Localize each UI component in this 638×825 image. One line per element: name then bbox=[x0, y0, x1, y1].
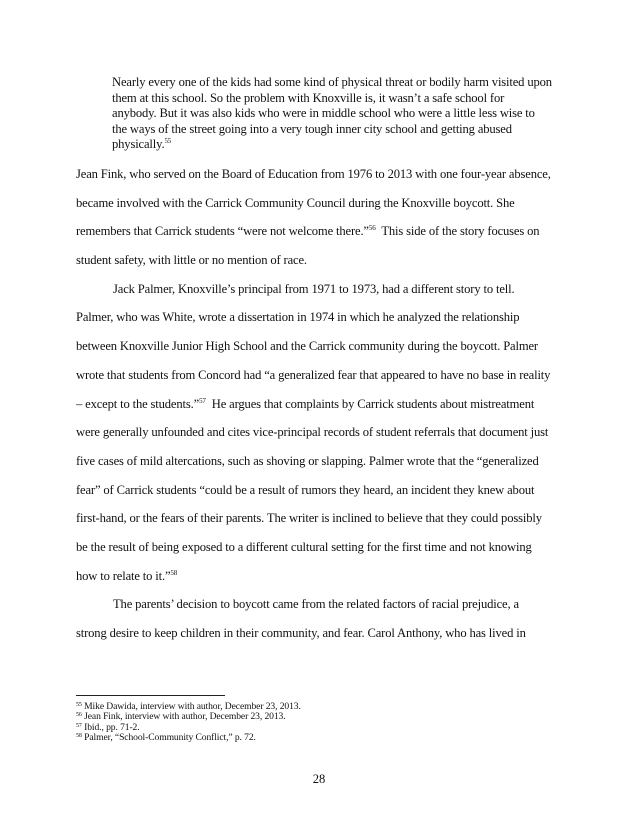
paragraph-line: The parents’ decision to boycott came from the related factors of racial prejudice, a bbox=[113, 597, 519, 612]
footnote-ref[interactable]: 55 bbox=[164, 137, 172, 145]
paragraph-line: Jack Palmer, Knoxville’s principal from 1971 to 1973, had a different story to tell. bbox=[113, 281, 515, 296]
paragraph-line: five cases of mild altercations, such as shoving or slapping. Palmer wrote that the “generalized bbox=[76, 453, 539, 468]
body-text bbox=[76, 167, 586, 655]
block-quote-line: anybody. But it was also kids who were in middle school who were a little less wise to bbox=[112, 106, 535, 120]
paragraph-line: Palmer, who was White, wrote a dissertation in 1974 in which he analyzed the relationship bbox=[76, 310, 520, 325]
paragraph-line: student safety, with little or no mention of race. bbox=[76, 253, 307, 268]
footnote-separator bbox=[76, 695, 225, 696]
footnote: $^{57}$ Ibid., pp. 71-2. bbox=[76, 721, 140, 733]
paragraph-line: – except to the students.”$^{57}$ He argues that complaints by Carrick students about mistreatment bbox=[76, 396, 535, 411]
footnote: $^{55}$ Mike Dawida, interview with author, December 23, 2013. bbox=[76, 701, 301, 712]
paragraph-line: were generally unfounded and cites vice-principal records of student referrals that document just bbox=[76, 425, 549, 440]
paragraph-line: first-hand, or the fears of their parents. The writer is inclined to believe that they could possibly bbox=[76, 511, 542, 526]
block-quote-line: physically.$^{55}$ bbox=[112, 137, 172, 151]
footnote-ref[interactable]: 57 bbox=[199, 396, 206, 405]
paragraph-line: between Knoxville Junior High School and the Carrick community during the boycott. Palmer bbox=[76, 339, 538, 354]
paragraph-line: strong desire to keep children in their community, and fear. Carol Anthony, who has lived in bbox=[76, 626, 526, 640]
footnote: $^{56}$ Jean Fink, interview with author, December 23, 2013. bbox=[76, 711, 286, 723]
footnotes bbox=[76, 702, 476, 744]
page-number: 28 bbox=[312, 772, 326, 786]
paragraph-line: became involved with the Carrick Community Council during the Knoxville boycott. She bbox=[76, 195, 515, 210]
block-quote-line: them at this school. So the problem with Knoxville is, it wasn’t a safe school for bbox=[112, 90, 505, 105]
footnote-ref[interactable]: 58 bbox=[170, 568, 178, 577]
block-quote-line: the ways of the street going into a very tough inner city school and getting abused bbox=[112, 121, 512, 136]
block-quote-line: Nearly every one of the kids had some kind of physical threat or bodily harm visited upon bbox=[112, 75, 552, 89]
paragraph-line: wrote that students from Concord had “a generalized fear that appeared to have no base in reality bbox=[76, 367, 551, 382]
paragraph-line: Jean Fink, who served on the Board of Education from 1976 to 2013 with one four-year absence, bbox=[76, 167, 551, 181]
paragraph-line: how to relate to it.”$^{58}$ bbox=[76, 568, 178, 583]
paragraph-line: fear” of Carrick students “could be a result of rumors they heard, an incident they knew about bbox=[76, 482, 535, 497]
footnote-ref[interactable]: 56 bbox=[368, 224, 376, 233]
block-quote bbox=[112, 75, 582, 153]
footnote: $^{58}$ Palmer, “School-Community Conflict,” p. 72. bbox=[76, 732, 256, 744]
paragraph-line: remembers that Carrick students “were not welcome there.”$^{56}$ This side of the story focuses on bbox=[76, 224, 540, 239]
paragraph-line: be the result of being exposed to a different cultural setting for the first time and not knowing bbox=[76, 539, 532, 554]
